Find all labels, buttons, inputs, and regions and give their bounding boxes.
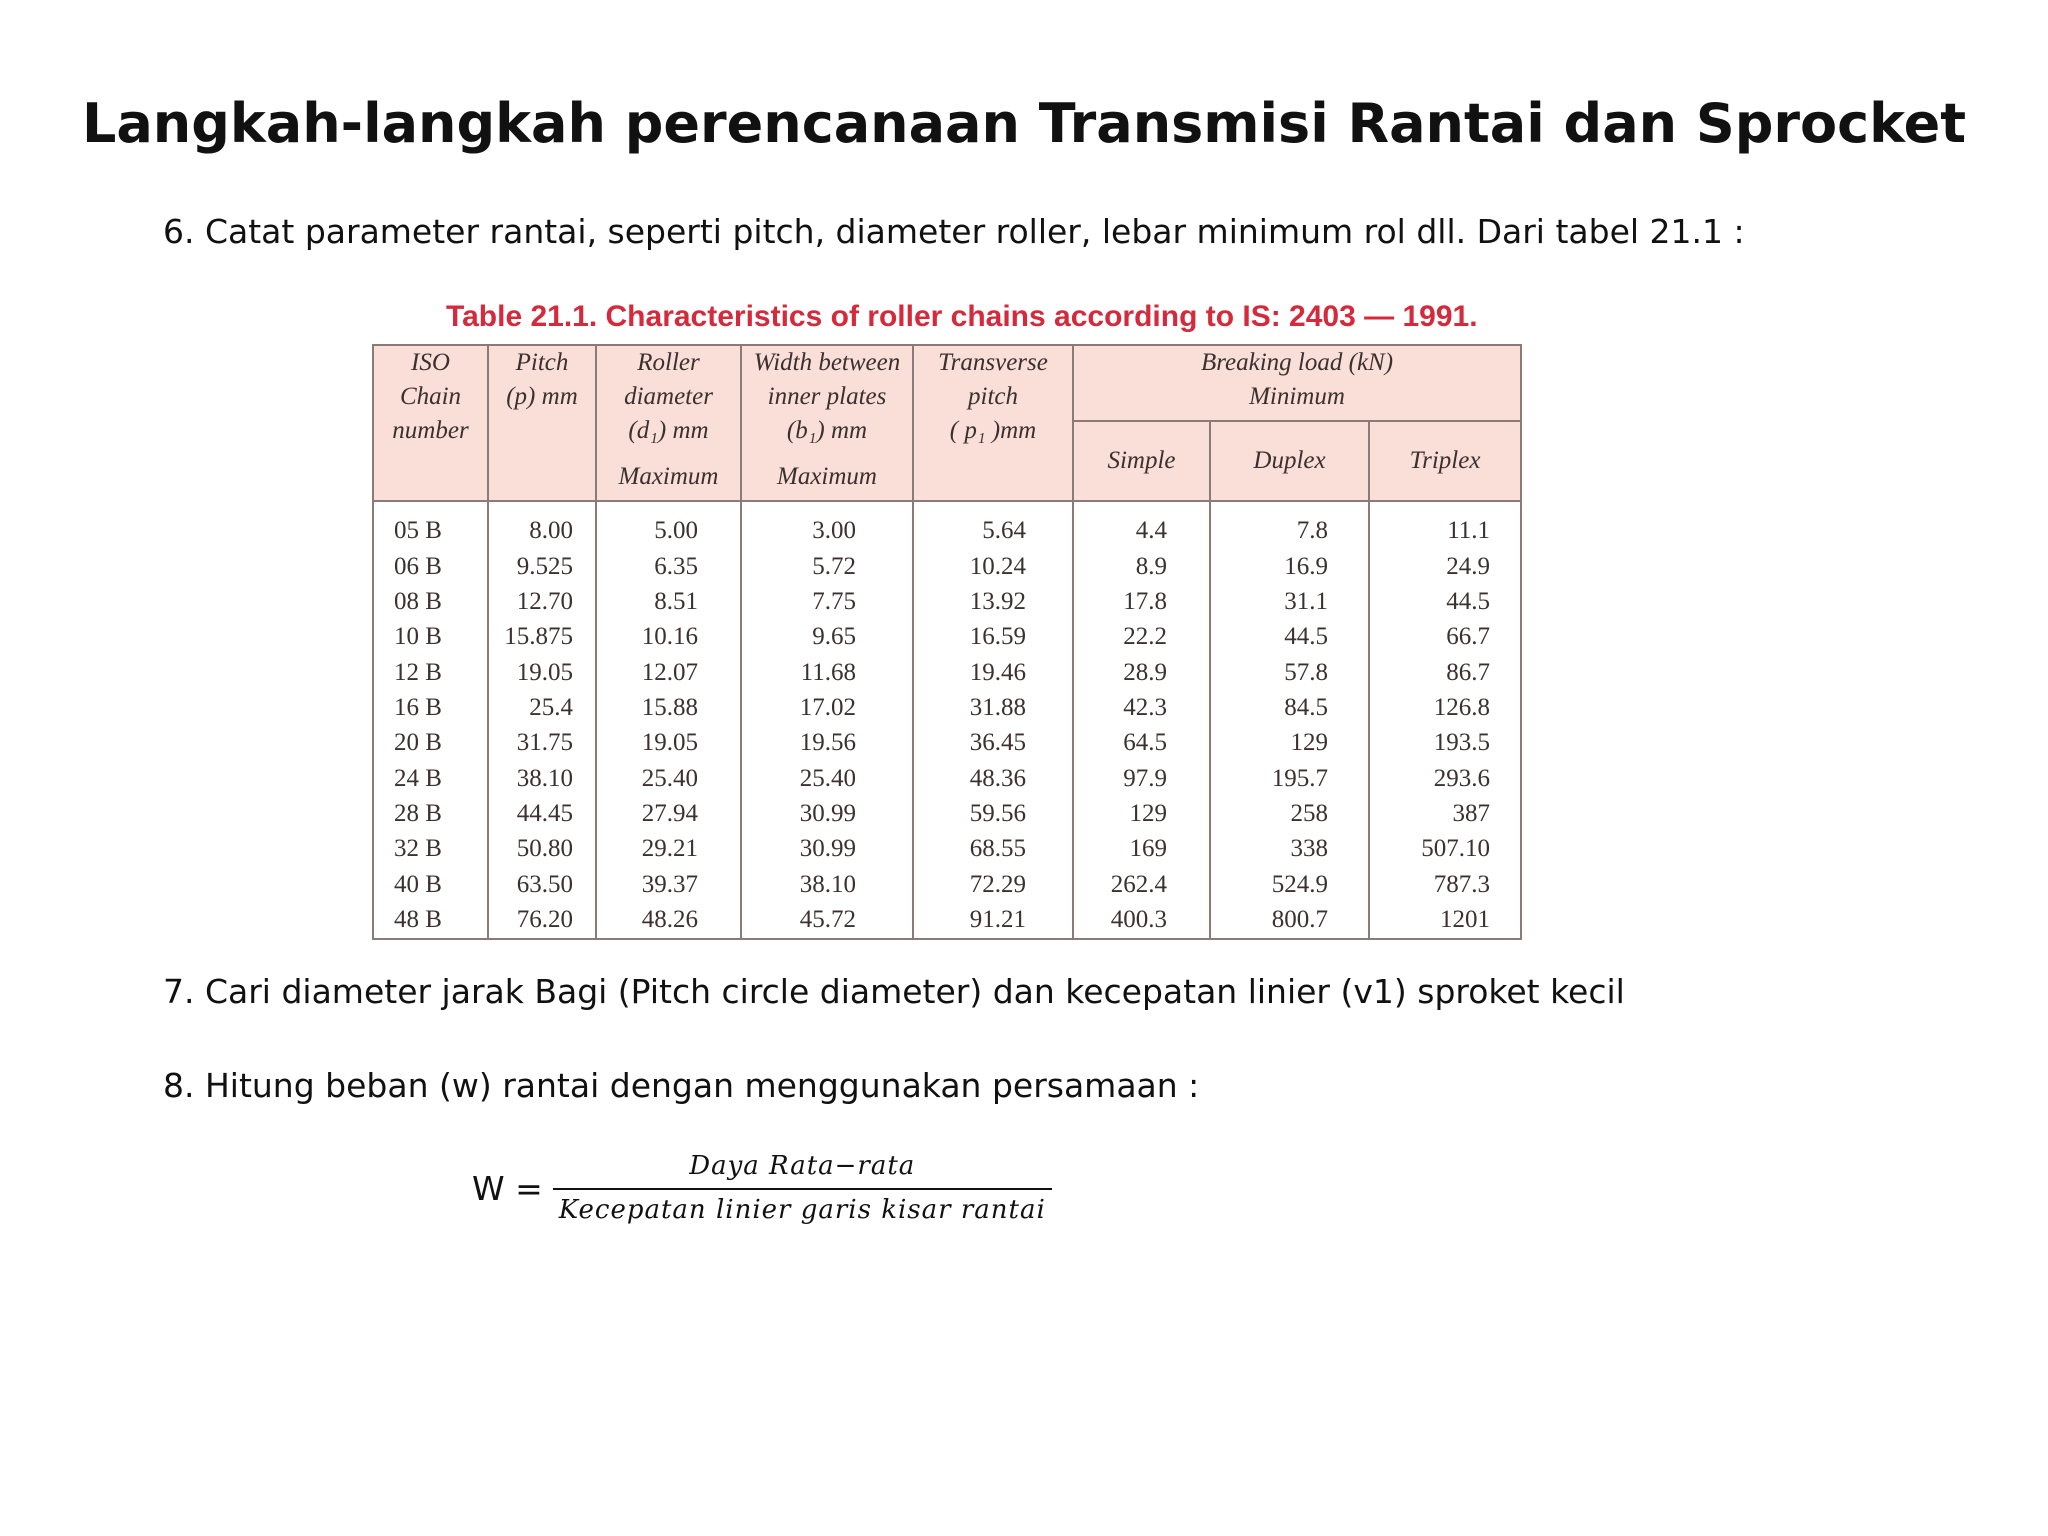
table-caption: Table 21.1. Characteristics of roller chains according to IS: 2403 — 1991.: [446, 300, 1478, 333]
cell-triplex: 66.7: [1369, 620, 1521, 655]
cell-pitch: 76.20: [488, 903, 596, 939]
formula-fraction: [553, 1150, 1052, 1226]
cell-triplex: 293.6: [1369, 761, 1521, 796]
table-row: [373, 761, 1521, 796]
cell-duplex: 338: [1210, 832, 1369, 867]
cell-triplex: 86.7: [1369, 655, 1521, 690]
cell-iso-chain: 08 B: [373, 585, 488, 620]
cell-transverse-pitch: 16.59: [913, 620, 1073, 655]
table-row: [373, 550, 1521, 585]
cell-transverse-pitch: 13.92: [913, 585, 1073, 620]
cell-simple: 42.3: [1073, 691, 1210, 726]
cell-duplex: 31.1: [1210, 585, 1369, 620]
cell-transverse-pitch: 10.24: [913, 550, 1073, 585]
cell-triplex: 507.10: [1369, 832, 1521, 867]
cell-roller-diameter: 39.37: [596, 867, 741, 902]
cell-transverse-pitch: 5.64: [913, 501, 1073, 550]
cell-triplex: 11.1: [1369, 501, 1521, 550]
cell-roller-diameter: 27.94: [596, 797, 741, 832]
cell-roller-diameter: 48.26: [596, 903, 741, 939]
cell-triplex: 787.3: [1369, 867, 1521, 902]
cell-pitch: 38.10: [488, 761, 596, 796]
cell-transverse-pitch: 19.46: [913, 655, 1073, 690]
cell-triplex: 193.5: [1369, 726, 1521, 761]
header-pitch: Pitch (p) mm: [488, 345, 596, 501]
cell-width: 25.40: [741, 761, 913, 796]
formula-numerator: Daya Rata−rata: [689, 1151, 916, 1181]
cell-pitch: 44.45: [488, 797, 596, 832]
step-8-text: 8. Hitung beban (w) rantai dengan menggunakan persamaan :: [163, 1066, 1200, 1105]
cell-pitch: 12.70: [488, 585, 596, 620]
cell-roller-diameter: 5.00: [596, 501, 741, 550]
cell-width: 45.72: [741, 903, 913, 939]
cell-pitch: 25.4: [488, 691, 596, 726]
cell-roller-diameter: 8.51: [596, 585, 741, 620]
cell-pitch: 8.00: [488, 501, 596, 550]
formula-denominator: Kecepatan linier garis kisar rantai: [558, 1195, 1046, 1225]
cell-width: 38.10: [741, 867, 913, 902]
cell-duplex: 44.5: [1210, 620, 1369, 655]
cell-duplex: 129: [1210, 726, 1369, 761]
cell-duplex: 195.7: [1210, 761, 1369, 796]
table-row: [373, 655, 1521, 690]
table-row: [373, 501, 1521, 550]
cell-iso-chain: 05 B: [373, 501, 488, 550]
cell-width: 9.65: [741, 620, 913, 655]
cell-roller-diameter: 15.88: [596, 691, 741, 726]
cell-roller-diameter: 6.35: [596, 550, 741, 585]
cell-pitch: 50.80: [488, 832, 596, 867]
cell-roller-diameter: 29.21: [596, 832, 741, 867]
cell-simple: 64.5: [1073, 726, 1210, 761]
cell-simple: 262.4: [1073, 867, 1210, 902]
cell-width: 7.75: [741, 585, 913, 620]
cell-pitch: 19.05: [488, 655, 596, 690]
cell-simple: 169: [1073, 832, 1210, 867]
cell-width: 5.72: [741, 550, 913, 585]
cell-duplex: 524.9: [1210, 867, 1369, 902]
cell-transverse-pitch: 72.29: [913, 867, 1073, 902]
cell-width: 30.99: [741, 797, 913, 832]
cell-transverse-pitch: 59.56: [913, 797, 1073, 832]
table-row: [373, 832, 1521, 867]
cell-width: 17.02: [741, 691, 913, 726]
header-iso-chain-number: ISO Chain number: [373, 345, 488, 501]
cell-width: 30.99: [741, 832, 913, 867]
cell-simple: 28.9: [1073, 655, 1210, 690]
table-row: [373, 797, 1521, 832]
table-row: [373, 867, 1521, 902]
table-row: [373, 691, 1521, 726]
cell-roller-diameter: 25.40: [596, 761, 741, 796]
table-row: [373, 903, 1521, 939]
cell-pitch: 63.50: [488, 867, 596, 902]
cell-triplex: 126.8: [1369, 691, 1521, 726]
cell-duplex: 16.9: [1210, 550, 1369, 585]
cell-roller-diameter: 19.05: [596, 726, 741, 761]
table-row: [373, 726, 1521, 761]
step-7-text: 7. Cari diameter jarak Bagi (Pitch circle diameter) dan kecepatan linier (v1) sproket kecil: [163, 972, 1625, 1011]
cell-width: 3.00: [741, 501, 913, 550]
cell-duplex: 800.7: [1210, 903, 1369, 939]
cell-simple: 8.9: [1073, 550, 1210, 585]
cell-simple: 129: [1073, 797, 1210, 832]
cell-iso-chain: 06 B: [373, 550, 488, 585]
cell-simple: 400.3: [1073, 903, 1210, 939]
cell-pitch: 31.75: [488, 726, 596, 761]
header-triplex: Triplex: [1369, 421, 1521, 501]
cell-triplex: 387: [1369, 797, 1521, 832]
cell-transverse-pitch: 91.21: [913, 903, 1073, 939]
cell-iso-chain: 28 B: [373, 797, 488, 832]
roller-chain-table: [372, 344, 1522, 940]
cell-simple: 17.8: [1073, 585, 1210, 620]
cell-iso-chain: 12 B: [373, 655, 488, 690]
cell-iso-chain: 16 B: [373, 691, 488, 726]
header-width-between-plates: Width between inner plates (b₁) mm Maximum: [741, 345, 913, 501]
header-breaking-load: Breaking load (kN) Minimum: [1073, 345, 1521, 421]
cell-iso-chain: 24 B: [373, 761, 488, 796]
cell-iso-chain: 20 B: [373, 726, 488, 761]
header-roller-diameter: Roller diameter (d₁) mm Maximum: [596, 345, 741, 501]
cell-triplex: 24.9: [1369, 550, 1521, 585]
cell-simple: 97.9: [1073, 761, 1210, 796]
formula-lhs: W =: [472, 1168, 543, 1208]
cell-simple: 4.4: [1073, 501, 1210, 550]
cell-iso-chain: 48 B: [373, 903, 488, 939]
cell-iso-chain: 40 B: [373, 867, 488, 902]
cell-simple: 22.2: [1073, 620, 1210, 655]
cell-width: 11.68: [741, 655, 913, 690]
cell-transverse-pitch: 31.88: [913, 691, 1073, 726]
step-6-text: 6. Catat parameter rantai, seperti pitch, diameter roller, lebar minimum rol dll. Dari tabel 21.1 :: [163, 212, 1745, 251]
cell-iso-chain: 32 B: [373, 832, 488, 867]
header-transverse-pitch: Transverse pitch ( p₁ )mm: [913, 345, 1073, 501]
cell-pitch: 15.875: [488, 620, 596, 655]
header-simple: Simple: [1073, 421, 1210, 501]
cell-iso-chain: 10 B: [373, 620, 488, 655]
slide-title: Langkah-langkah perencanaan Transmisi Rantai dan Sprocket: [81, 92, 1967, 155]
cell-width: 19.56: [741, 726, 913, 761]
cell-duplex: 258: [1210, 797, 1369, 832]
cell-triplex: 44.5: [1369, 585, 1521, 620]
cell-roller-diameter: 12.07: [596, 655, 741, 690]
load-formula: [472, 1148, 1052, 1228]
cell-duplex: 57.8: [1210, 655, 1369, 690]
cell-transverse-pitch: 68.55: [913, 832, 1073, 867]
table-row: [373, 620, 1521, 655]
cell-triplex: 1201: [1369, 903, 1521, 939]
cell-pitch: 9.525: [488, 550, 596, 585]
cell-transverse-pitch: 48.36: [913, 761, 1073, 796]
cell-duplex: 7.8: [1210, 501, 1369, 550]
table-row: [373, 585, 1521, 620]
header-duplex: Duplex: [1210, 421, 1369, 501]
cell-roller-diameter: 10.16: [596, 620, 741, 655]
cell-transverse-pitch: 36.45: [913, 726, 1073, 761]
cell-duplex: 84.5: [1210, 691, 1369, 726]
